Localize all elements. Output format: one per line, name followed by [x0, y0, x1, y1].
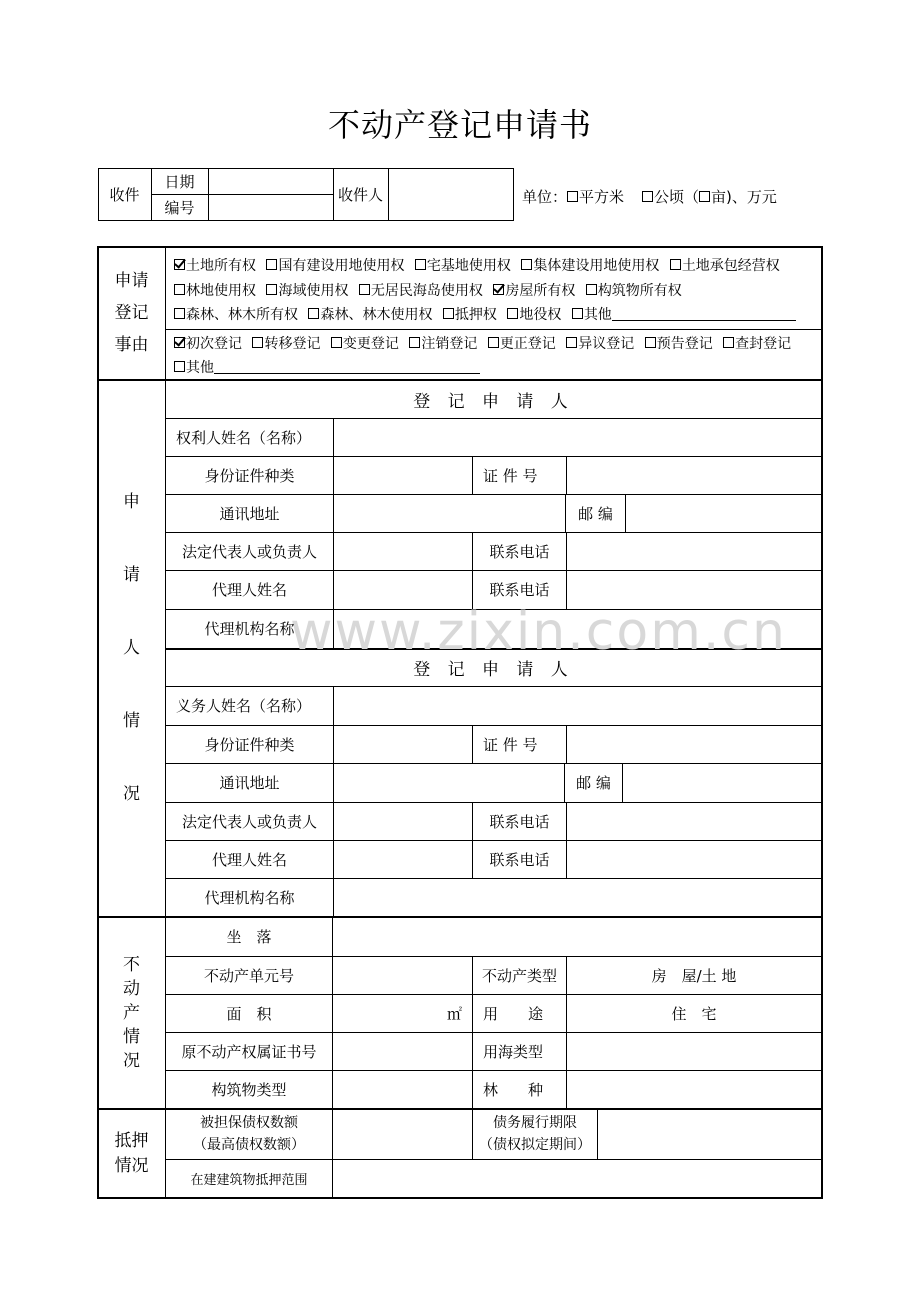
- reason-label-line-2: 登记: [114, 303, 149, 323]
- right-checkbox-island[interactable]: [359, 284, 370, 295]
- mortgage-label-line-2: 情况: [114, 1155, 149, 1176]
- right-holder-postcode-label: 邮 编: [578, 504, 613, 523]
- type-other-field[interactable]: [214, 361, 480, 374]
- right-checkbox-structure[interactable]: [586, 284, 597, 295]
- type-label: 转移登记: [264, 336, 321, 352]
- applicant-label-char: 情: [123, 711, 140, 731]
- property-label-char: 况: [123, 1051, 140, 1071]
- right-holder-agent-field[interactable]: [334, 571, 472, 609]
- right-label: 森林、林木使用权: [320, 307, 433, 323]
- debt-amount-label: [166, 1109, 332, 1159]
- obligor-name-field[interactable]: [334, 687, 821, 725]
- right-checkbox-house-ownership[interactable]: [493, 284, 504, 295]
- usage-value[interactable]: 住 宅: [671, 1004, 717, 1023]
- unit-mu-label: 亩)、万元: [711, 187, 777, 206]
- right-other-field[interactable]: [612, 308, 796, 321]
- building-scope-field[interactable]: [333, 1160, 821, 1196]
- obligor-legal-rep-label: 法定代表人或负责人: [181, 812, 317, 831]
- rights-row-3: [174, 304, 796, 324]
- right-holder-id-type-label: 身份证件种类: [204, 466, 295, 485]
- receiver-field[interactable]: [389, 169, 512, 219]
- obligor-agency-field[interactable]: [334, 879, 821, 915]
- type-label: 注销登记: [421, 336, 478, 352]
- right-label: 国有建设用地使用权: [278, 258, 405, 274]
- reason-label-line-3: 事由: [114, 335, 149, 355]
- right-checkbox-sea-area[interactable]: [266, 284, 277, 295]
- right-label: 森林、林木所有权: [186, 307, 298, 323]
- property-type-label: 不动产类型: [481, 966, 557, 985]
- applicant-section-label: [98, 381, 165, 916]
- date-field[interactable]: [209, 169, 332, 193]
- right-label: 林地使用权: [186, 283, 256, 299]
- location-label: 坐 落: [226, 928, 272, 946]
- debt-term-field[interactable]: [598, 1110, 821, 1159]
- right-label: 集体建设用地使用权: [533, 258, 660, 274]
- right-holder-id-number-field[interactable]: [567, 457, 821, 494]
- applicant-label-char: 请: [123, 565, 140, 585]
- applicant-label-char: 申: [123, 492, 140, 512]
- number-field[interactable]: [209, 195, 332, 219]
- right-label: 其他: [583, 307, 612, 323]
- type-checkbox-transfer[interactable]: [252, 337, 263, 348]
- rights-row-1: [174, 255, 780, 275]
- type-checkbox-change[interactable]: [331, 337, 342, 348]
- right-checkbox-homestead[interactable]: [415, 259, 426, 270]
- property-label-char: 情: [123, 1027, 140, 1047]
- right-holder-legal-rep-phone-label: 联系电话: [489, 542, 550, 561]
- right-label: 构筑物所有权: [597, 283, 682, 299]
- sea-use-type-label: 用海类型: [483, 1042, 544, 1061]
- obligor-id-type-field[interactable]: [334, 726, 472, 763]
- debt-term-label: [473, 1109, 597, 1159]
- property-label-char: 产: [123, 1003, 140, 1023]
- obligor-legal-rep-field[interactable]: [334, 803, 472, 840]
- right-holder-agency-field[interactable]: [334, 610, 821, 647]
- obligor-id-number-field[interactable]: [567, 726, 821, 763]
- property-type-value[interactable]: 房 屋/土 地: [651, 966, 737, 985]
- right-holder-id-type-field[interactable]: [334, 457, 472, 494]
- obligor-agent-phone-label: 联系电话: [489, 850, 550, 869]
- usage-label: 用 途: [483, 1004, 544, 1023]
- right-checkbox-collective-construction[interactable]: [521, 259, 532, 270]
- obligor-id-type-label: 身份证件种类: [204, 735, 295, 754]
- right-checkbox-forest-ownership[interactable]: [174, 308, 185, 319]
- right-holder-address-field[interactable]: [334, 495, 565, 532]
- forest-type-label: 林 种: [483, 1080, 544, 1099]
- date-label: 日期: [164, 172, 195, 191]
- watermark: www.zixin.com.cn: [290, 602, 787, 662]
- unit-number-label: 不动产单元号: [203, 966, 294, 985]
- area-field[interactable]: [333, 994, 472, 1032]
- type-checkbox-cancel[interactable]: [409, 337, 420, 348]
- right-holder-postcode-field[interactable]: [626, 495, 821, 532]
- right-checkbox-forest-land[interactable]: [174, 284, 185, 295]
- right-holder-id-number-label: 证 件 号: [483, 466, 538, 485]
- right-checkbox-land-ownership[interactable]: [174, 259, 185, 270]
- receipt-label: 收件: [109, 185, 140, 204]
- obligor-postcode-label: 邮 编: [576, 774, 611, 792]
- type-label: 变更登记: [342, 336, 399, 352]
- obligor-legal-rep-phone-label: 联系电话: [489, 812, 550, 831]
- right-label: 海域使用权: [278, 283, 349, 299]
- right-holder-agent-phone-label: 联系电话: [489, 581, 550, 599]
- receiver-label: 收件人: [337, 185, 383, 204]
- right-holder-legal-rep-field[interactable]: [334, 533, 472, 570]
- right-holder-legal-rep-phone-field[interactable]: [567, 533, 821, 570]
- obligor-id-number-label: 证 件 号: [483, 735, 538, 754]
- area-label: 面 积: [226, 1004, 272, 1023]
- right-checkbox-other[interactable]: [572, 308, 583, 319]
- mortgage-label-line-1: 抵押: [114, 1130, 149, 1151]
- building-scope-label: 在建建筑物抵押范围: [190, 1173, 308, 1188]
- obligor-agent-phone-field[interactable]: [567, 841, 821, 878]
- reason-label-line-1: 申请: [114, 271, 149, 291]
- type-label: 初次登记: [186, 336, 242, 352]
- type-label: 异议登记: [578, 336, 635, 352]
- obligor-postcode-field[interactable]: [623, 764, 821, 802]
- sea-use-type-field[interactable]: [567, 1033, 821, 1070]
- reason-section-label: [98, 247, 165, 379]
- right-holder-header: 登 记 申 请 人: [413, 391, 574, 412]
- obligor-address-field[interactable]: [334, 764, 564, 802]
- unit-number-field[interactable]: [333, 957, 472, 994]
- right-holder-legal-rep-label: 法定代表人或负责人: [181, 542, 317, 561]
- obligor-address-label: 通讯地址: [219, 774, 280, 792]
- right-checkbox-land-contract[interactable]: [670, 259, 681, 270]
- right-checkbox-easement[interactable]: [507, 308, 518, 319]
- unit-ha-label: 公顷（: [654, 187, 700, 206]
- obligor-name-label: 义务人姓名（名称）: [176, 697, 312, 715]
- unit-mu-checkbox[interactable]: [699, 191, 710, 202]
- property-section-label: [98, 918, 165, 1108]
- page-title: 不动产登记申请书: [327, 106, 592, 144]
- unit-sqm-checkbox[interactable]: [567, 191, 578, 202]
- type-checkbox-objection[interactable]: [566, 337, 577, 348]
- unit-line: [522, 182, 777, 210]
- right-checkbox-state-construction[interactable]: [266, 259, 277, 270]
- right-checkbox-forest-use[interactable]: [308, 308, 319, 319]
- structure-type-field[interactable]: [333, 1071, 472, 1108]
- original-cert-label: 原不动产权属证书号: [181, 1042, 317, 1061]
- right-holder-agent-phone-field[interactable]: [567, 571, 821, 609]
- debt-term-line-1: 债务履行期限: [493, 1115, 577, 1131]
- applicant-label-char: 人: [123, 638, 140, 658]
- right-holder-agency-label: 代理机构名称: [204, 620, 295, 638]
- type-checkbox-seal[interactable]: [723, 337, 734, 348]
- type-label: 预告登记: [656, 336, 713, 352]
- type-label: 其他: [186, 360, 214, 376]
- right-label: 土地所有权: [186, 258, 256, 274]
- right-holder-address-label: 通讯地址: [219, 504, 280, 523]
- right-label: 地役权: [519, 307, 562, 323]
- right-holder-name-label: 权利人姓名（名称）: [176, 428, 312, 447]
- applicant-label-char: 况: [123, 784, 140, 804]
- unit-sqm-label: 平方米: [579, 187, 625, 206]
- obligor-agency-label: 代理机构名称: [204, 888, 295, 907]
- debt-amount-line-2: （最高债权数额）: [193, 1137, 305, 1153]
- types-row-2: [174, 357, 480, 377]
- type-checkbox-initial[interactable]: [174, 337, 185, 348]
- structure-type-label: 构筑物类型: [211, 1080, 287, 1099]
- debt-amount-line-1: 被担保债权数额: [200, 1115, 298, 1131]
- type-checkbox-advance[interactable]: [645, 337, 656, 348]
- number-label: 编号: [164, 198, 195, 217]
- original-cert-field[interactable]: [333, 1033, 472, 1070]
- right-holder-agent-label: 代理人姓名: [211, 581, 287, 599]
- type-checkbox-correct[interactable]: [488, 337, 499, 348]
- types-row-1: [174, 333, 791, 353]
- right-label: 抵押权: [454, 307, 497, 323]
- forest-type-field[interactable]: [567, 1071, 821, 1108]
- debt-term-line-2: （债权拟定期间）: [479, 1137, 591, 1153]
- type-checkbox-other[interactable]: [174, 361, 185, 372]
- right-label: 宅基地使用权: [426, 258, 511, 274]
- obligor-agent-field[interactable]: [334, 841, 472, 878]
- location-field[interactable]: [333, 918, 821, 956]
- unit-prefix: 单位：: [522, 187, 568, 206]
- property-label-char: 动: [123, 979, 140, 999]
- type-label: 更正登记: [499, 336, 556, 352]
- right-label: 无居民海岛使用权: [370, 283, 483, 299]
- right-holder-name-field[interactable]: [334, 419, 821, 456]
- obligor-agent-label: 代理人姓名: [211, 850, 287, 869]
- debt-amount-field[interactable]: [333, 1110, 472, 1159]
- right-checkbox-mortgage[interactable]: [443, 308, 454, 319]
- right-label: 土地承包经营权: [681, 258, 780, 274]
- rights-row-2: [174, 280, 682, 300]
- area-unit: ㎡: [446, 1004, 462, 1023]
- unit-ha-checkbox[interactable]: [642, 191, 653, 202]
- property-label-char: 不: [123, 955, 140, 975]
- right-label: 房屋所有权: [505, 283, 576, 299]
- mortgage-section-label: [98, 1110, 165, 1197]
- type-label: 查封登记: [735, 336, 792, 352]
- obligor-legal-rep-phone-field[interactable]: [567, 803, 821, 840]
- obligor-header: 登 记 申 请 人: [413, 660, 574, 680]
